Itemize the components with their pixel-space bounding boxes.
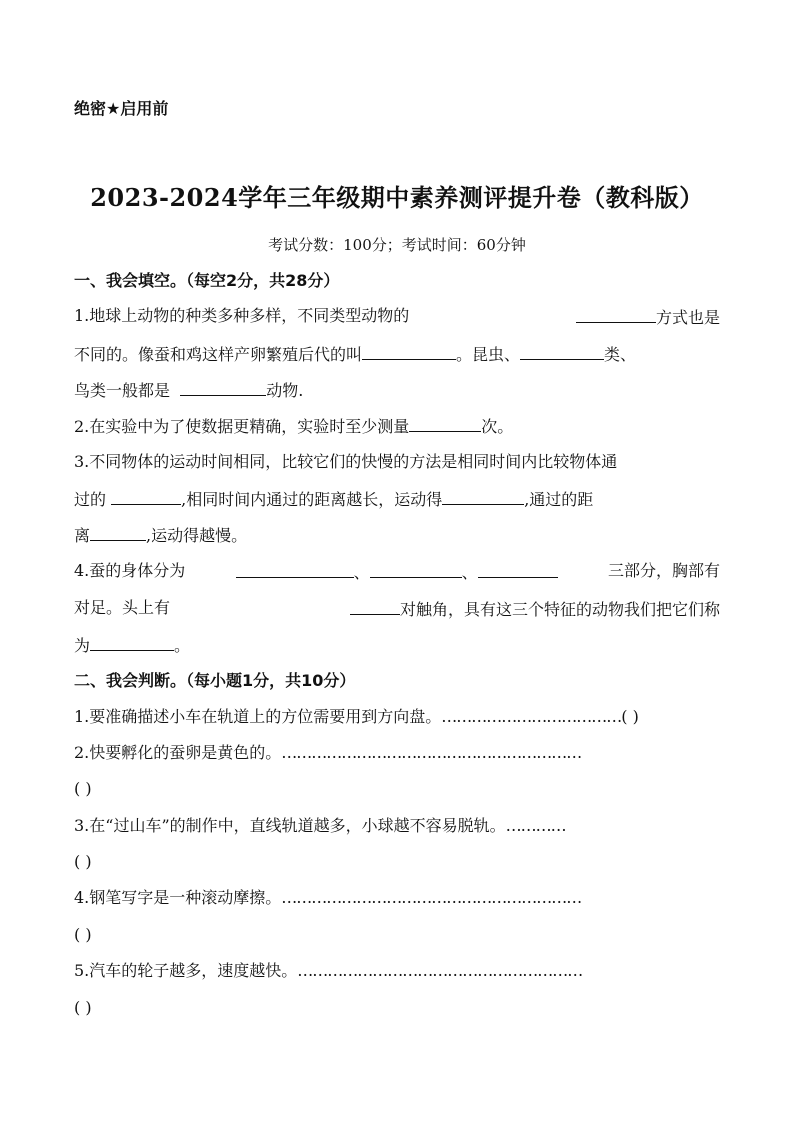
judge-3-paren[interactable]: ( )	[74, 852, 92, 871]
q3-text-5: 离	[74, 526, 91, 545]
q1-blank-2[interactable]	[362, 342, 456, 360]
judge-3-dots: …………	[505, 816, 566, 835]
q1-text-4: 。昆虫、	[456, 345, 521, 364]
q1-text-1: 1.地球上动物的种类多种多样，不同类型动物的	[74, 306, 410, 325]
q4-line-3	[74, 633, 720, 657]
judge-4-dots: ……………………………………………………	[281, 888, 582, 907]
q3-line-1	[74, 451, 720, 473]
judge-item-4	[74, 887, 720, 909]
q1-line-3	[74, 378, 720, 402]
secret-label: 绝密★启用前	[74, 99, 169, 118]
q3-text-2: 过的	[74, 490, 107, 509]
q1-blank-3[interactable]	[520, 342, 604, 360]
judge-2-dots: ……………………………………………………	[281, 743, 582, 762]
judge-1-paren[interactable]: ( )	[621, 707, 639, 726]
judge-item-5	[74, 960, 720, 982]
q3-blank-2[interactable]	[442, 487, 524, 505]
q3-text-6: ,运动得越慢。	[146, 526, 248, 545]
q4-text-3: 、	[461, 563, 478, 582]
judge-5-paren[interactable]: ( )	[74, 998, 92, 1017]
q3-text-4: ,通过的距	[524, 490, 594, 509]
section-fill-heading: 一、我会填空。（每空2分，共28分）	[74, 271, 340, 290]
q4-line-1	[74, 560, 720, 584]
q1-text-5: 类、	[604, 345, 637, 364]
q4-text-4: 三部分，胸部有	[607, 561, 720, 580]
judge-item-5-answer	[74, 997, 720, 1019]
q4-blank-4[interactable]	[350, 597, 400, 615]
section-judge-heading: 二、我会判断。（每小题1分，共10分）	[74, 671, 356, 690]
judge-5-text: 5.汽车的轮子越多，速度越快。	[74, 961, 298, 980]
q2-blank-1[interactable]	[409, 414, 481, 432]
q2-line	[74, 414, 720, 438]
q1-text-2: 方式也是	[655, 308, 720, 327]
exam-subtitle: 考试分数：100分；考试时间：60分钟	[268, 236, 526, 254]
judge-1-dots: ………………………………	[441, 707, 622, 726]
q3-line-3	[74, 523, 720, 547]
q2-text-1: 2.在实验中为了使数据更精确，实验时至少测量	[74, 417, 410, 436]
q1-blank-1[interactable]	[576, 305, 656, 323]
q4-text-8: 。	[174, 636, 191, 655]
q4-text-2: 、	[353, 563, 370, 582]
q4-text-6: 对触角，具有这三个特征的动物我们把它们称	[399, 600, 720, 619]
judge-3-text: 3.在“过山车”的制作中，直线轨道越多，小球越不容易脱轨。	[74, 816, 506, 835]
q4-blank-1[interactable]	[236, 560, 354, 578]
q4-blank-2[interactable]	[370, 560, 462, 578]
judge-item-4-answer	[74, 924, 720, 946]
q1-blank-4[interactable]	[180, 378, 266, 396]
judge-2-paren[interactable]: ( )	[74, 779, 92, 798]
q1-text-6: 鸟类一般都是	[74, 381, 171, 400]
q4-text-5: 对足。头上有	[74, 598, 171, 617]
q1-line-2	[74, 342, 720, 366]
q1-text-7: 动物.	[266, 381, 304, 400]
judge-item-3-answer	[74, 851, 720, 873]
q3-blank-1[interactable]	[111, 487, 181, 505]
q4-line-2	[74, 597, 720, 621]
q3-line-2	[74, 487, 720, 511]
q3-blank-3[interactable]	[90, 523, 146, 541]
judge-4-text: 4.钢笔写字是一种滚动摩擦。	[74, 888, 282, 907]
q1-line-1	[74, 305, 720, 329]
judge-item-3	[74, 815, 720, 837]
q4-blank-5[interactable]	[90, 633, 174, 651]
judge-item-1	[74, 706, 720, 728]
judge-item-2	[74, 742, 720, 764]
q4-text-7: 为	[74, 636, 91, 655]
q3-text-3: ,相同时间内通过的距离越长，运动得	[181, 490, 443, 509]
judge-5-dots: …………………………………………………	[297, 961, 583, 980]
judge-2-text: 2.快要孵化的蚕卵是黄色的。	[74, 743, 282, 762]
judge-item-2-answer	[74, 778, 720, 800]
q1-text-3: 不同的。像蚕和鸡这样产卵繁殖后代的叫	[74, 345, 363, 364]
q4-text-1: 4.蚕的身体分为	[74, 561, 186, 580]
judge-1-text: 1.要准确描述小车在轨道上的方位需要用到方向盘。	[74, 707, 442, 726]
judge-4-paren[interactable]: ( )	[74, 925, 92, 944]
q4-blank-3[interactable]	[478, 560, 558, 578]
q3-text-1: 3.不同物体的运动时间相同，比较它们的快慢的方法是相同时间内比较物体通	[74, 452, 618, 471]
exam-title: 2023-2024学年三年级期中素养测评提升卷（教科版）	[90, 183, 704, 212]
q2-text-2: 次。	[481, 417, 514, 436]
